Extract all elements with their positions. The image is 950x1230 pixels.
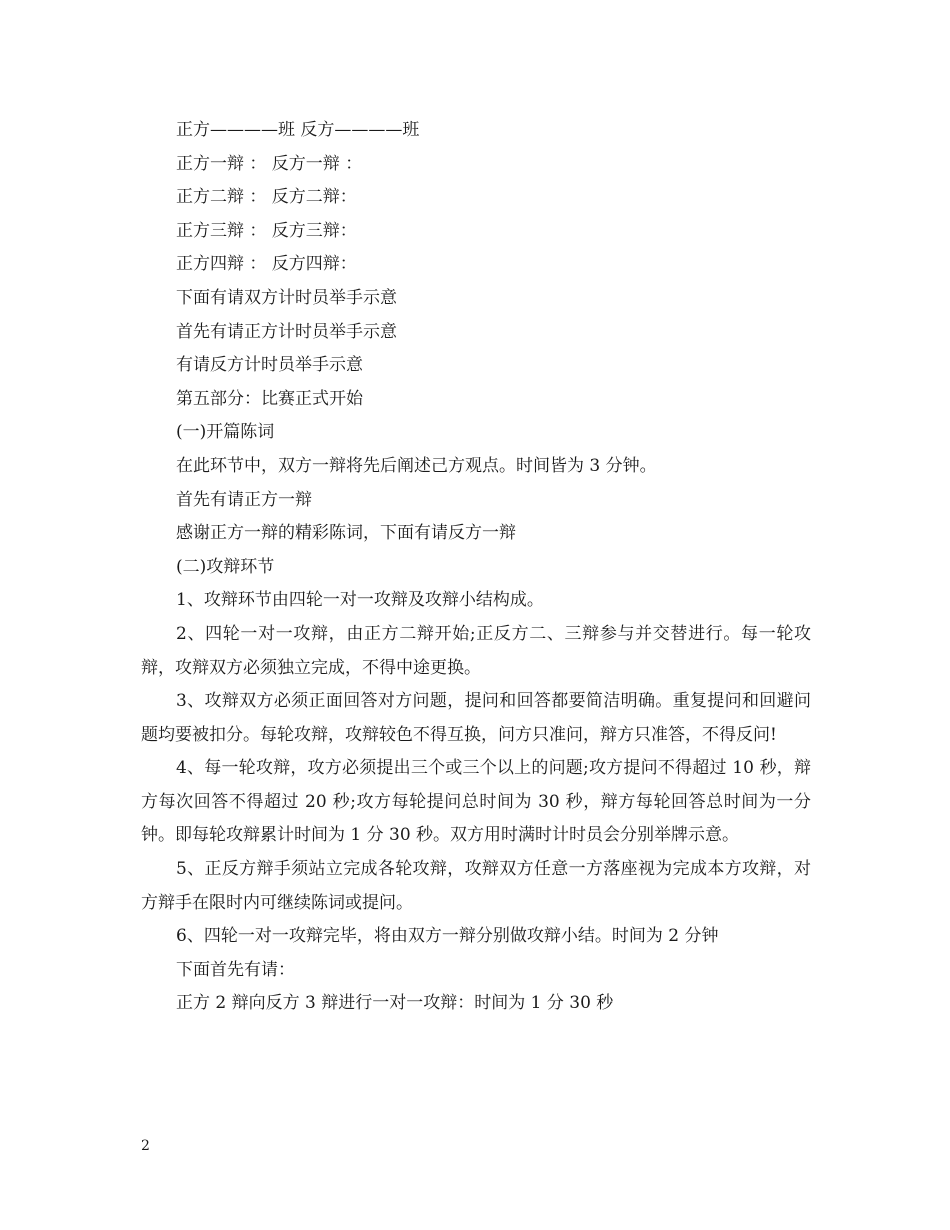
rule-item: 1、攻辩环节由四轮一对一攻辩及攻辩小结构成。	[176, 590, 544, 611]
rule-item: 6、四轮一对一攻辩完毕，将由双方一辩分别做攻辩小结。时间为 2 分钟	[176, 926, 719, 947]
page-number: 2	[141, 1138, 150, 1154]
text-line: 正方————班 反方————班	[176, 120, 420, 140]
rule-paragraph: 2、四轮一对一攻辩，由正方二辩开始;正反方二、三辩参与并交替进行。每一轮攻辩，攻辩双方必须独立完成，不得中途更换。	[141, 623, 811, 678]
text-line: 正方二辩 ： 反方二辩：	[176, 187, 357, 208]
subsection-heading: (一)开篇陈词	[176, 422, 275, 443]
rule-paragraph: 4、每一轮攻辩，攻方必须提出三个或三个以上的问题;攻方提问不得超过 10 秒，辩方每次回答不得超过 20 秒;攻方每轮提问总时间为 30 秒，辩方每轮回答总时间为一分钟。即每轮攻辩累计时间为 1 分 30 秒。双方用时满时计时员会分别举牌示意。	[141, 758, 811, 846]
rule-paragraph: 3、攻辩双方必须正面回答对方问题，提问和回答都要简洁明确。重复提问和回避问题均要被扣分。每轮攻辩，攻辩较色不得互换，问方只准问，辩方只准答，不得反问!	[141, 691, 811, 745]
rule-paragraph: 5、正反方辩手须站立完成各轮攻辩，攻辩双方任意一方落座视为完成本方攻辩，对方辩手在限时内可继续陈词或提问。	[141, 859, 811, 913]
text-line: 正方四辩 ： 反方四辩：	[176, 254, 357, 275]
text-line: 首先有请正方计时员举手示意	[176, 321, 397, 342]
text-line: 正方一辩 ： 反方一辩 ：	[176, 153, 363, 174]
text-line: 正方三辩 ： 反方三辩：	[176, 220, 357, 241]
text-line: 正方 2 辩向反方 3 辩进行一对一攻辩：时间为 1 分 30 秒	[176, 993, 614, 1014]
text-line: 首先有请正方一辩	[176, 489, 312, 510]
text-line: 感谢正方一辩的精彩陈词，下面有请反方一辩	[176, 523, 516, 544]
text-line: 有请反方计时员举手示意	[176, 355, 363, 376]
subsection-heading: (二)攻辩环节	[176, 556, 275, 577]
document-body	[141, 114, 811, 1021]
text-line: 下面首先有请：	[176, 959, 295, 980]
text-line: 下面有请双方计时员举手示意	[176, 287, 397, 308]
section-heading: 第五部分：比赛正式开始	[176, 388, 363, 409]
text-line: 在此环节中，双方一辩将先后阐述己方观点。时间皆为 3 分钟。	[176, 455, 657, 476]
